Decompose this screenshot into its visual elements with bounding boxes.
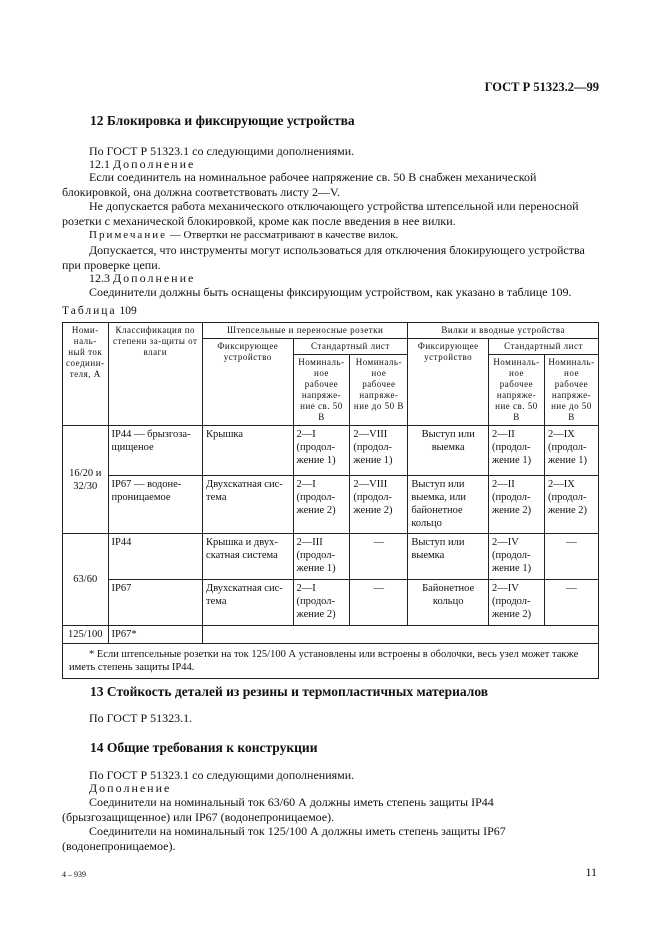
cell-socket-fixing: Крышка и двух-скатная система	[203, 534, 293, 580]
table-row	[63, 626, 599, 644]
cell-plug-over: 2—IV (продол-жение 1)	[489, 534, 545, 580]
section-13-title: 13 Стойкость деталей из резины и термопластичных материалов	[90, 684, 489, 699]
table-caption-number: 109	[119, 305, 137, 317]
header-socket-fixing: Фиксирующее устройство	[203, 339, 293, 426]
cell-socket-over: 2—I (продол-жение 1)	[293, 426, 350, 476]
s12-note-word: Примечание	[89, 229, 167, 241]
s12-addition-3-word: Дополнение	[113, 271, 196, 285]
cell-plug-fixing: Выступ или выемка	[408, 426, 489, 476]
cell-class: IP44	[108, 534, 203, 580]
cell-plug-upto: 2—IX (продол-жение 1)	[544, 426, 598, 476]
s12-paragraph-1: По ГОСТ Р 51323.1 со следующими дополнениями.	[89, 144, 355, 158]
cell-socket-fixing: Крышка	[203, 426, 293, 476]
cell-socket-over: 2—III (продол-жение 1)	[293, 534, 350, 580]
section-14-title: 14 Общие требования к конструкции	[90, 740, 318, 755]
s12-addition-3-num: 12.3	[89, 271, 110, 285]
s12-addition-1-word: Дополнение	[113, 157, 196, 171]
table-row	[63, 476, 599, 534]
cell-plug-fixing: Выступ или выемка	[408, 534, 489, 580]
s12-note-text: — Отвертки не рассматривают в качестве вилок.	[169, 229, 399, 241]
cell-current: 125/100	[63, 626, 109, 644]
table-109	[62, 322, 599, 679]
header-plug-upto-50v: Номиналь-ное рабочее напряже-ние до 50 В	[544, 355, 598, 426]
s12-paragraph-4: Не допускается работа механического отключающего устройства штепсельной или переносной розетки с механической блокировкой, кроме как после введения в нее вилки.	[62, 199, 579, 228]
table-row	[63, 426, 599, 476]
cell-plug-upto: 2—IX (продол-жение 2)	[544, 476, 598, 534]
cell-socket-upto: 2—VIII (продол-жение 1)	[350, 426, 408, 476]
cell-socket-fixing: Двухскатная сис-тема	[203, 580, 293, 626]
cell-current: 63/60	[63, 534, 109, 626]
header-socket-upto-50v: Номиналь-ное рабочее напряже-ние до 50 В	[350, 355, 408, 426]
header-plug-over-50v: Номиналь-ное рабочее напряже-ние св. 50 В	[489, 355, 545, 426]
table-caption	[62, 305, 137, 317]
header-plug-fixing: Фиксирующее устройство	[408, 339, 489, 426]
cell-socket-upto: —	[350, 534, 408, 580]
cell-plug-upto: —	[544, 580, 598, 626]
s12-paragraph-7: Соединители должны быть оснащены фиксирующим устройством, как указано в таблице 109.	[89, 285, 572, 299]
cell-class: IP67	[108, 580, 203, 626]
document-header-id: ГОСТ Р 51323.2—99	[484, 80, 599, 94]
cell-socket-over: 2—I (продол-жение 2)	[293, 580, 350, 626]
header-socket-standard-sheet: Стандартный лист	[293, 339, 408, 355]
header-plug-standard-sheet: Стандартный лист	[489, 339, 599, 355]
header-plugs: Вилки и вводные устройства	[408, 323, 599, 339]
s12-paragraph-3: Если соединитель на номинальное рабочее напряжение св. 50 В снабжен механической блокировкой, она должна соответствовать листу 2—V.	[62, 170, 537, 199]
page-number: 11	[585, 865, 597, 879]
cell-class: IP67 — водоне-проницаемое	[108, 476, 203, 534]
section-12-title: 12 Блокировка и фиксирующие устройства	[90, 113, 355, 128]
s14-paragraph-3: Соединители на номинальный ток 63/60 А должны иметь степень защиты IP44 (брызгозащищенное) или IP67 (водонепроницаемое).	[62, 795, 494, 824]
table-row	[63, 580, 599, 626]
s12-note	[89, 228, 599, 243]
header-current: Номи-наль-ный ток соедини-теля, А	[63, 323, 109, 426]
table-row	[63, 534, 599, 580]
header-sockets: Штепсельные и переносные розетки	[203, 323, 408, 339]
cell-plug-over: 2—IV (продол-жение 2)	[489, 580, 545, 626]
cell-empty	[203, 626, 599, 644]
s13-paragraph-1: По ГОСТ Р 51323.1.	[89, 711, 193, 725]
cell-plug-fixing: Байонетное кольцо	[408, 580, 489, 626]
cell-class: IP67*	[108, 626, 203, 644]
cell-plug-upto: —	[544, 534, 598, 580]
cell-socket-fixing: Двухскатная сис-тема	[203, 476, 293, 534]
s12-paragraph-5: Допускается, что инструменты могут использоваться для отключения блокирующего устройства при проверке цепи.	[62, 243, 585, 272]
footer-print-code: 4 – 939	[62, 870, 86, 879]
table-footnote: * Если штепсельные розетки на ток 125/100 А установлены или встроены в оболочки, весь узел может также иметь степень защиты IP44.	[63, 644, 599, 679]
s12-addition-3	[89, 271, 599, 286]
cell-socket-over: 2—I (продол-жение 2)	[293, 476, 350, 534]
cell-current: 16/20 и 32/30	[63, 426, 109, 534]
cell-socket-upto: —	[350, 580, 408, 626]
table-caption-word: Таблица	[62, 305, 117, 317]
s14-paragraph-1: По ГОСТ Р 51323.1 со следующими дополнениями.	[89, 768, 355, 782]
header-socket-over-50v: Номиналь-ное рабочее напряже-ние св. 50 В	[293, 355, 350, 426]
header-classification: Классификация по степени за-щиты от влаги	[108, 323, 203, 426]
cell-socket-upto: 2—VIII (продол-жение 2)	[350, 476, 408, 534]
cell-plug-over: 2—II (продол-жение 1)	[489, 426, 545, 476]
s14-paragraph-4: Соединители на номинальный ток 125/100 А должны иметь степень защиты IP67 (водонепроницаемое).	[62, 824, 506, 853]
s14-addition-word: Дополнение	[89, 781, 172, 795]
cell-plug-fixing: Выступ или выемка, или байонетное кольцо	[408, 476, 489, 534]
cell-plug-over: 2—II (продол-жение 2)	[489, 476, 545, 534]
s12-addition-1-num: 12.1	[89, 157, 110, 171]
table-footnote-row	[63, 644, 599, 679]
cell-class: IP44 — брызгоза-щищеное	[108, 426, 203, 476]
